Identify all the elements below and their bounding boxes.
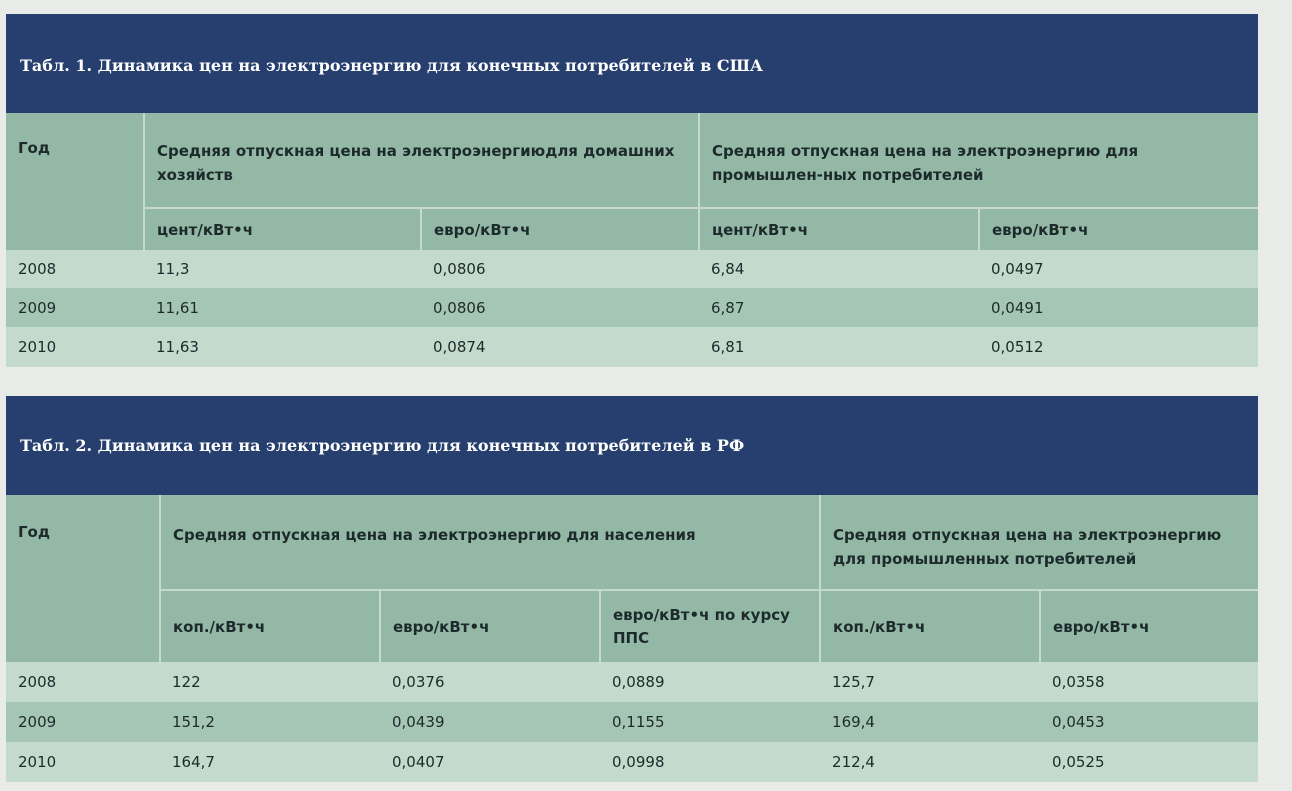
value-cell: 0,0806 (421, 250, 699, 288)
table-row (6, 662, 1258, 702)
value-cell: 6,87 (699, 288, 979, 327)
group-header-households: Средняя отпускная цена на электроэнергиюдля домашних хозяйств (144, 113, 699, 208)
value-cell: 0,0439 (380, 702, 600, 742)
table-2-title: Табл. 2. Динамика цен на электроэнергию для конечных потребителей в РФ (6, 396, 1258, 495)
table-row (6, 288, 1258, 327)
value-cell: 0,0806 (421, 288, 699, 327)
subheader-unit: коп./кВт•ч (820, 590, 1040, 662)
year-cell: 2008 (6, 250, 144, 288)
value-cell: 0,0874 (421, 327, 699, 367)
value-cell: 169,4 (820, 702, 1040, 742)
group-header-industrial: Средняя отпускная цена на электроэнергию для промышленных потребителей (820, 495, 1258, 590)
value-cell: 6,84 (699, 250, 979, 288)
value-cell: 0,0358 (1040, 662, 1258, 702)
value-cell: 0,0497 (979, 250, 1258, 288)
year-header: Год (6, 113, 144, 250)
subheader-unit: евро/кВт•ч (380, 590, 600, 662)
value-cell: 0,0491 (979, 288, 1258, 327)
year-cell: 2010 (6, 327, 144, 367)
value-cell: 0,0512 (979, 327, 1258, 367)
year-cell: 2009 (6, 702, 160, 742)
value-cell: 11,3 (144, 250, 421, 288)
table-row (6, 327, 1258, 367)
value-cell: 11,63 (144, 327, 421, 367)
table-1-grid (6, 113, 1258, 367)
table-row (6, 742, 1258, 782)
value-cell: 122 (160, 662, 380, 702)
subheader-unit: евро/кВт•ч (1040, 590, 1258, 662)
value-cell: 0,0453 (1040, 702, 1258, 742)
value-cell: 0,0407 (380, 742, 600, 782)
table-2-grid (6, 495, 1258, 782)
value-cell: 0,0998 (600, 742, 820, 782)
subheader-unit: цент/кВт•ч (699, 208, 979, 250)
value-cell: 151,2 (160, 702, 380, 742)
subheader-unit: коп./кВт•ч (160, 590, 380, 662)
table-1-title: Табл. 1. Динамика цен на электроэнергию для конечных потребителей в США (6, 14, 1258, 113)
group-header-industrial: Средняя отпускная цена на электроэнергию для промышлен-ных потребителей (699, 113, 1258, 208)
value-cell: 0,1155 (600, 702, 820, 742)
year-header: Год (6, 495, 160, 662)
table-2 (6, 396, 1258, 782)
table-1 (6, 14, 1258, 367)
subheader-unit: цент/кВт•ч (144, 208, 421, 250)
value-cell: 0,0376 (380, 662, 600, 702)
value-cell: 212,4 (820, 742, 1040, 782)
year-cell: 2008 (6, 662, 160, 702)
value-cell: 125,7 (820, 662, 1040, 702)
value-cell: 6,81 (699, 327, 979, 367)
value-cell: 11,61 (144, 288, 421, 327)
table-row (6, 702, 1258, 742)
subheader-unit: евро/кВт•ч (421, 208, 699, 250)
year-cell: 2009 (6, 288, 144, 327)
value-cell: 0,0889 (600, 662, 820, 702)
year-cell: 2010 (6, 742, 160, 782)
subheader-unit: евро/кВт•ч (979, 208, 1258, 250)
value-cell: 0,0525 (1040, 742, 1258, 782)
subheader-unit: евро/кВт•ч по курсу ППС (600, 590, 820, 662)
group-header-population: Средняя отпускная цена на электроэнергию для населения (160, 495, 820, 590)
table-row (6, 250, 1258, 288)
value-cell: 164,7 (160, 742, 380, 782)
